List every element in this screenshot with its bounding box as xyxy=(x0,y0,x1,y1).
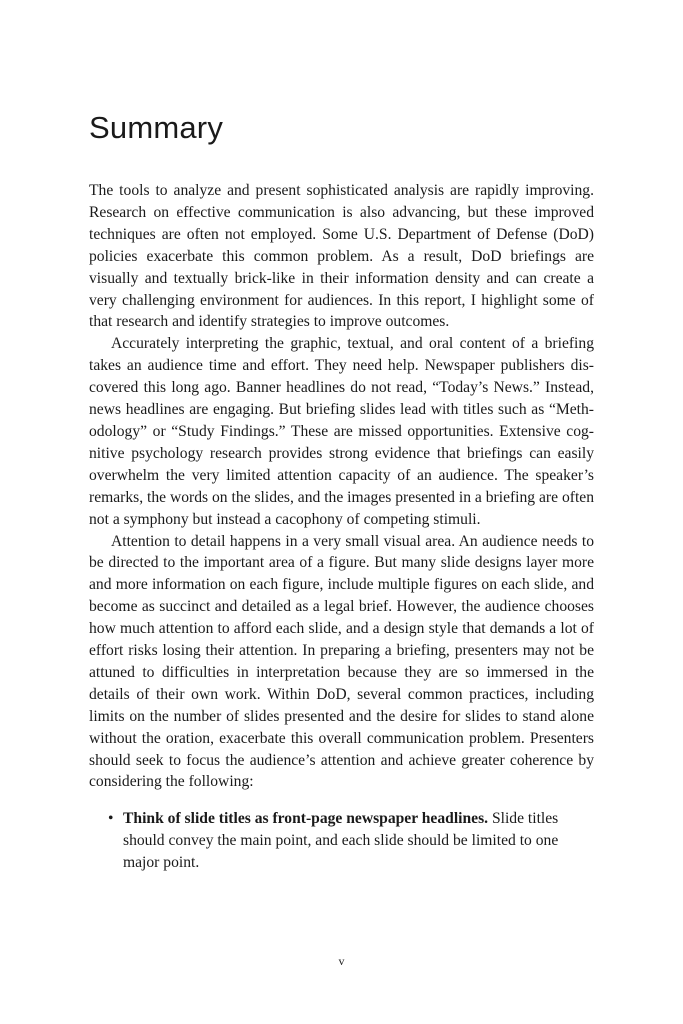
bullet-marker: • xyxy=(108,810,114,828)
page-number: v xyxy=(338,954,345,968)
page-title: Summary xyxy=(89,110,224,145)
paragraph-2: Accurately interpreting the graphic, textual, and oral content of a briefing takes an audience time and effort. They need help. Newspaper publishers discovered this long ago. Banner headlines do not read, “Today’s News.” Instead, news headlines are engaging. But briefing slides lead with titles such as “Methodology” or “Study Findings.” These are missed opportunities. Extensive cognitive psychology research provides strong evidence that briefings can easily overwhelm the very limited attention capacity of an audience. The speaker’s remarks, the words on the slides, and the images presented in a briefing are often not a symphony but instead a cacophony of competing stimuli. xyxy=(89,335,594,528)
list-item xyxy=(108,808,594,874)
bullet-lead-text: Think of slide titles as front-page newspaper headlines. xyxy=(123,810,489,828)
bullet-body-text: Slide titles should convey the main point, and each slide should be limited to one major point. xyxy=(123,810,559,872)
paragraph-3: Attention to detail happens in a very small visual area. An audience needs to be directed to the important area of a figure. But many slide designs layer more and more information on each figure, include multiple figures on each slide, and become as succinct and detailed as a legal brief. However, the audience chooses how much attention to afford each slide, and a design style that demands a lot of effort risks losing their attention. In preparing a briefing, presenters may not be attuned to difficulties in interpretation because they are so immersed in the details of their own work. Within DoD, several common practices, including limits on the number of slides presented and the desire for slides to stand alone without the oration, exacerbate this overall communication problem. Presenters should seek to focus the audience’s attention and achieve greater coherence by considering the following: xyxy=(89,532,594,791)
summary-body xyxy=(89,180,594,874)
paragraph-1: The tools to analyze and present sophisticated analysis are rapidly improving. Research on effective communication is also advancing, but these improved techniques are often not employed. Some U.S. Department of Defense (DoD) policies exacerbate this common problem. As a result, DoD briefings are visually and textually brick-like in their information density and can create a very challenging environment for audiences. In this report, I highlight some of that research and identify strategies to improve outcomes. xyxy=(89,182,594,331)
recommendation-list xyxy=(89,808,594,874)
